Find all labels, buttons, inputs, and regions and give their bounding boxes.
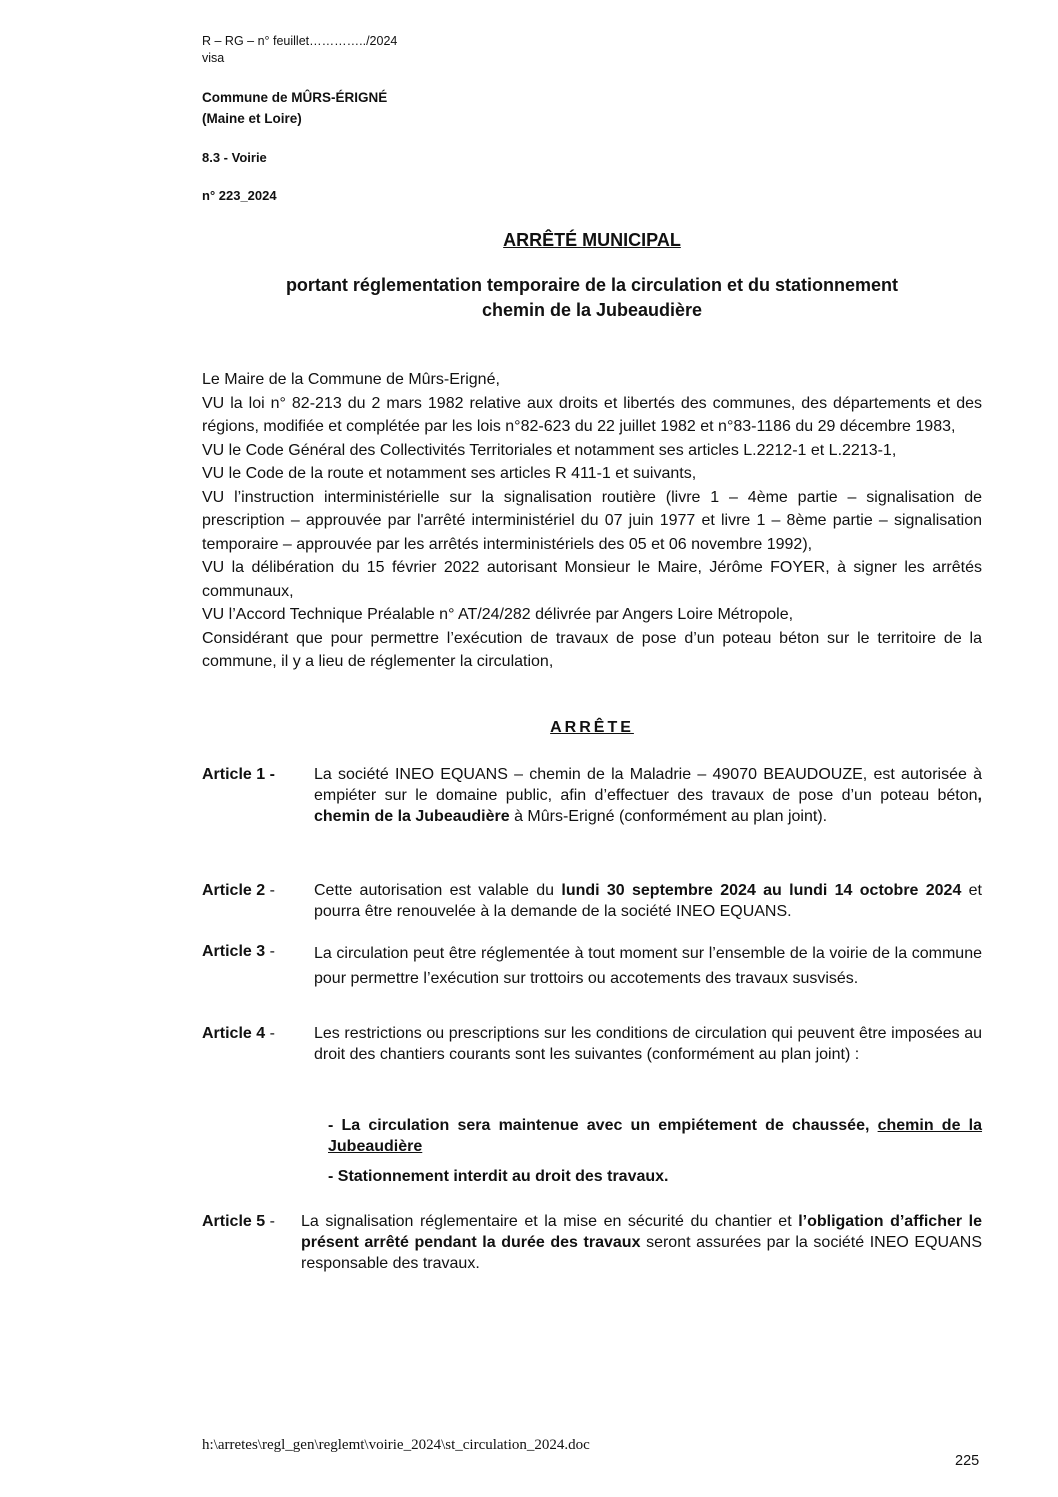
preamble-paragraph: VU l’instruction interministérielle sur la signalisation routière (livre 1 – 4ème partie – signalisation de prescription – approuvée par l'arrêté interministériel du 07 juin 1977 et livre 1 – 8ème partie – signalisation temporaire – approuvée par les arrêtés interministériels des 05 et 06 novembre 1992),: [202, 488, 982, 553]
article-1-label: Article 1 -: [202, 766, 275, 783]
visa-label: visa: [202, 51, 225, 65]
preamble-paragraph: VU la délibération du 15 février 2022 autorisant Monsieur le Maire, Jérôme FOYER, à signer les arrêtés communaux,: [202, 559, 982, 600]
preamble: [202, 368, 982, 674]
page-number: 225: [955, 1453, 980, 1469]
article-4-text: Les restrictions ou prescriptions sur les conditions de circulation qui peuvent être imposées au droit des chantiers courants sont les suivantes (conformément au plan joint) :: [314, 1025, 982, 1063]
decree-number: n° 223_2024: [202, 188, 277, 203]
article-3-label: Article 3 -: [202, 943, 275, 960]
preamble-paragraph: Le Maire de la Commune de Mûrs-Erigné,: [202, 371, 500, 388]
page-title: ARRÊTÉ MUNICIPAL: [503, 230, 681, 250]
preamble-paragraph: VU l’Accord Technique Préalable n° AT/24/282 délivrée par Angers Loire Métropole,: [202, 606, 794, 623]
article-2-text: Cette autorisation est valable du lundi 30 septembre 2024 au lundi 14 octobre 2024 et pourra être renouvelée à la demande de la société INEO EQUANS.: [314, 882, 982, 920]
article-3-text: La circulation peut être réglementée à tout moment sur l’ensemble de la voirie de la commune pour permettre l’exécution sur trottoirs ou accotements des travaux susvisés.: [314, 945, 982, 987]
preamble-paragraph: Considérant que pour permettre l’exécution de travaux de pose d’un poteau béton sur le territoire de la commune, il y a lieu de réglementer la circulation,: [202, 629, 982, 670]
article-1-text: La société INEO EQUANS – chemin de la Maladrie – 49070 BEAUDOUZE, est autorisée à empiéter sur le domaine public, afin d’effectuer des travaux de pose d’un poteau béton, chemin de la Jubeaudière à Mûrs-Erigné (conformément au plan joint).: [314, 766, 982, 825]
category-label: 8.3 - Voirie: [202, 150, 267, 165]
department-name: (Maine et Loire): [202, 111, 302, 126]
article-5-text: La signalisation réglementaire et la mise en sécurité du chantier et l’obligation d’afficher le présent arrêté pendant la durée des travaux seront assurées par la société INEO EQUANS responsable des travaux.: [301, 1213, 983, 1272]
subtitle-line-2: chemin de la Jubeaudière: [481, 300, 703, 320]
subtitle-line-1: portant réglementation temporaire de la circulation et du stationnement: [285, 275, 899, 295]
article-5-label: Article 5 -: [202, 1213, 275, 1230]
article-4-item-1: - La circulation sera maintenue avec un empiétement de chaussée, chemin de la Jubeaudière: [328, 1117, 983, 1155]
article-4-label: Article 4 -: [202, 1025, 275, 1042]
article-2-label: Article 2 -: [202, 882, 275, 899]
preamble-paragraph: VU la loi n° 82-213 du 2 mars 1982 relative aux droits et libertés des communes, des départements et des régions, modifiée et complétée par les lois n°82-623 du 22 juillet 1982 et n°83-1186 du 29 décembre 1983,: [202, 394, 982, 435]
decree-heading: ARRÊTE: [550, 719, 634, 736]
file-path: h:\arretes\regl_gen\reglemt\voirie_2024\st_circulation_2024.doc: [202, 1437, 590, 1453]
commune-name: Commune de MÛRS-ÉRIGNÉ: [202, 90, 388, 105]
preamble-paragraph: VU le Code Général des Collectivités Territoriales et notamment ses articles L.2212-1 et L.2213-1,: [202, 441, 897, 459]
article-4-item-2: - Stationnement interdit au droit des travaux.: [328, 1168, 669, 1185]
reference-line: R – RG – n° feuillet…………../2024: [202, 34, 398, 48]
preamble-paragraph: VU le Code de la route et notamment ses articles R 411-1 et suivants,: [202, 465, 697, 482]
